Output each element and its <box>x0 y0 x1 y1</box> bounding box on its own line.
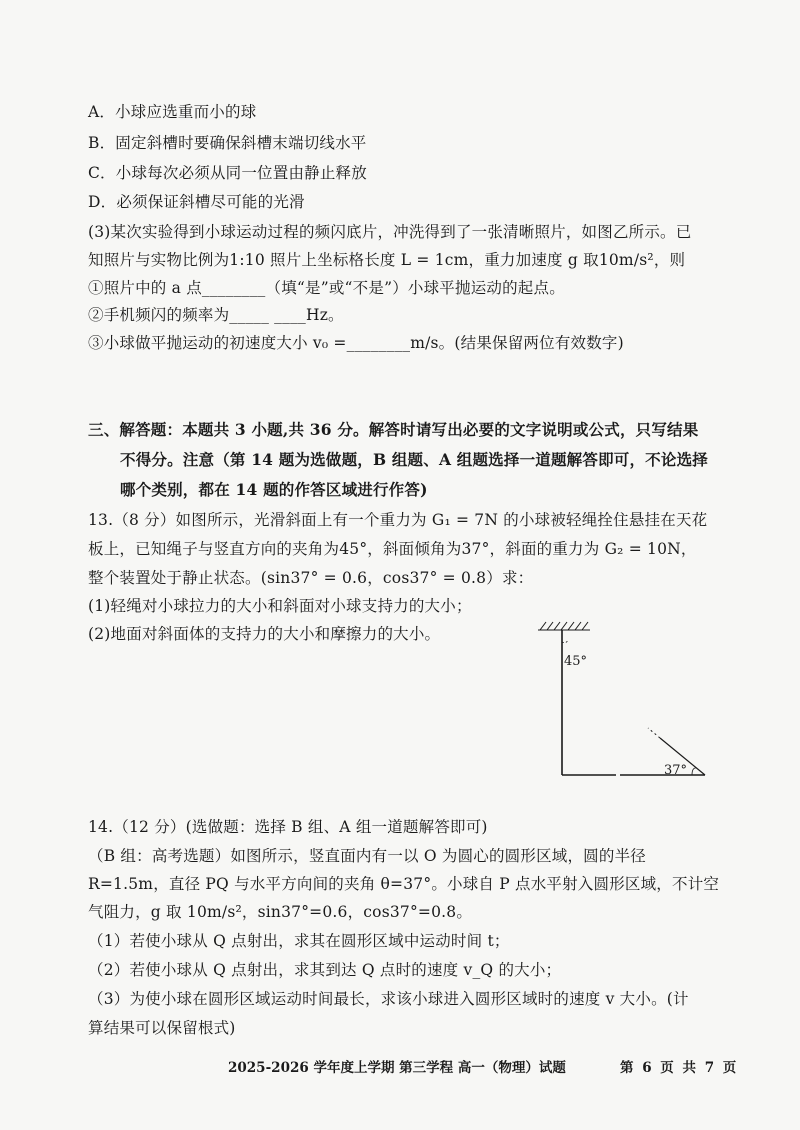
q14-part1: （1）若使小球从 Q 点射出，求其在圆形区域中运动时间 t； <box>88 932 510 950</box>
section3-heading-line1: 三、解答题：本题共 3 小题,共 36 分。解答时请写出必要的文字说明或公式，只写结果 <box>88 420 699 439</box>
section3-heading-line2: 不得分。注意（第 14 题为选做题，B 组题、A 组题选择一道题解答即可，不论选择 <box>120 450 708 469</box>
q13-part1: (1)轻绳对小球拉力的大小和斜面对小球支持力的大小； <box>88 597 472 615</box>
q12-3-sub1: ①照片中的 a 点________（填“是”或“不是”）小球平抛运动的起点。 <box>88 279 565 297</box>
exam-title: 2025-2026 学年度上学期 第三学程 高一（物理）试题 <box>228 1060 566 1076</box>
angle-arc-37 <box>692 768 697 775</box>
q14-part3a: （3）为使小球在圆形区域运动时间最长，求该小球进入圆形区域时的速度 v 大小。(计 <box>88 990 689 1008</box>
q12-3-line1: (3)某次实验得到小球运动过程的频闪底片，冲洗得到了一张清晰照片，如图乙所示。已 <box>88 223 692 241</box>
option-c: C．小球每次必须从同一位置由静止释放 <box>88 164 367 182</box>
q12-3-sub2: ②手机频闪的频率为_____ ____Hz。 <box>88 306 344 324</box>
page-number: 第 6 页 共 7 页 <box>620 1060 739 1076</box>
option-d: D．必须保证斜槽尽可能的光滑 <box>88 193 305 211</box>
angle-arc-45 <box>562 640 568 643</box>
q13-line2: 板上，已知绳子与竖直方向的夹角为45°，斜面倾角为37°，斜面的重力为 G₂ = 10N， <box>88 540 697 558</box>
q14-line3: R=1.5m，直径 PQ 与水平方向间的夹角 θ=37°。小球自 P 点水平射入圆形区域，不计空 <box>88 875 720 893</box>
q13-part2: (2)地面对斜面体的支持力的大小和摩擦力的大小。 <box>88 625 441 643</box>
ceiling-hatch <box>538 622 590 630</box>
q14-line2: （B 组：高考选题）如图所示，竖直面内有一以 O 为圆心的圆形区域，圆的半径 <box>88 847 646 865</box>
q14-line1: 14.（12 分）(选做题：选择 B 组、A 组一道题解答即可) <box>88 818 488 836</box>
angle-label-37: 37° <box>664 763 688 778</box>
q12-3-line2: 知照片与实物比例为1:10 照片上坐标格长度 L = 1cm，重力加速度 g 取10m/s²，则 <box>88 251 686 269</box>
option-b: B．固定斜槽时要确保斜槽末端切线水平 <box>88 134 367 152</box>
q12-3-sub3: ③小球做平抛运动的初速度大小 v₀ =________m/s。(结果保留两位有效数字) <box>88 334 624 352</box>
q13-line1: 13.（8 分）如图所示，光滑斜面上有一个重力为 G₁ = 7N 的小球被轻绳拴住悬挂在天花 <box>88 511 708 529</box>
section3-heading-line3: 哪个类别，都在 14 题的作答区域进行作答) <box>120 480 428 499</box>
option-a: A．小球应选重而小的球 <box>88 103 257 121</box>
q14-line4: 气阻力，g 取 10m/s²，sin37°=0.6，cos37°=0.8。 <box>88 903 473 921</box>
angle-label-45: 45° <box>564 654 588 669</box>
incline-surface-dashed <box>648 728 660 738</box>
q13-line3: 整个装置处于静止状态。(sin37° = 0.6，cos37° = 0.8）求： <box>88 569 534 587</box>
q14-part2: （2）若使小球从 Q 点射出，求其到达 Q 点时的速度 v_Q 的大小； <box>88 961 562 979</box>
q14-part3b: 算结果可以保留根式) <box>88 1019 236 1037</box>
incline-figure <box>530 620 720 785</box>
